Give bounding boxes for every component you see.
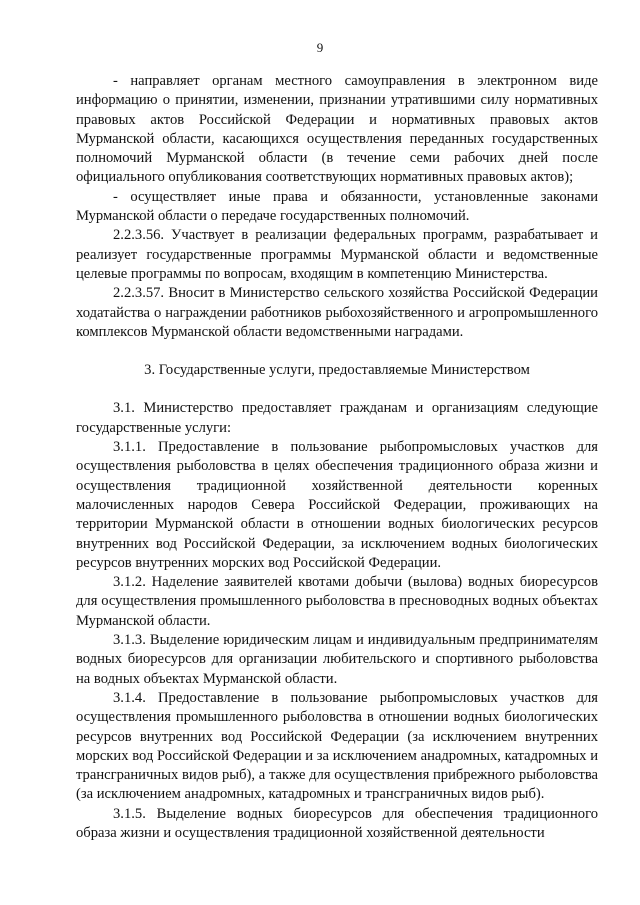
spacer <box>76 342 598 361</box>
paragraph-3-1-1: 3.1.1. Предоставление в пользование рыбопромысловых участков для осуществления рыболовства в целях обеспечения традиционного образа жизни и осуществления традиционной хозяйственной деятельности коренных малочисленных народов Севера Российской Федерации, проживающих на территории Мурманской области в отношении водных биологических ресурсов внутренних вод Российской Федерации, за исключением водных биологических ресурсов внутренних морских вод Российской Федерации. <box>76 439 598 571</box>
spacer <box>76 380 598 399</box>
document-body <box>76 72 598 843</box>
paragraph-3-1-5: 3.1.5. Выделение водных биоресурсов для обеспечения традиционного образа жизни и осуществления традиционной хозяйственной деятельности <box>76 805 598 841</box>
section-heading: 3. Государственные услуги, предоставляемые Министерством <box>144 362 530 379</box>
paragraph-2-2-3-56: 2.2.3.56. Участвует в реализации федеральных программ, разрабатывает и реализует государственные программы Мурманской области и ведомственные целевые программы по вопросам, входящим в компетенцию Министерства. <box>76 227 598 282</box>
paragraph-bullet-other-rights: - осуществляет иные права и обязанности, установленные законами Мурманской области о передаче государственных полномочий. <box>76 188 598 225</box>
paragraph-3-1-4: 3.1.4. Предоставление в пользование рыбопромысловых участков для осуществления промышленного рыболовства в отношении водных биологических ресурсов внутренних вод Российской Федерации (за исключением внутренних морских вод Российской Федерации и за исключением анадромных, катадромных и трансграничных видов рыб), а также для осуществления прибрежного рыболовства (за исключением анадромных, катадромных и трансграничных видов рыб). <box>76 689 598 803</box>
paragraph-2-2-3-57: 2.2.3.57. Вносит в Министерство сельского хозяйства Российской Федерации ходатайства о награждении работников рыбохозяйственного и агропромышленного комплексов Мурманской области ведомственными наградами. <box>76 285 598 340</box>
paragraph-3-1-3: 3.1.3. Выделение юридическим лицам и индивидуальным предпринимателям водных биоресурсов для организации любительского и спортивного рыболовства на водных объектах Мурманской области. <box>76 632 598 687</box>
paragraph-bullet-notify: - направляет органам местного самоуправления в электронном виде информацию о принятии, изменении, признании утратившими силу нормативных правовых актов Российской Федерации и нормативных правовых актов Мурманской области, касающихся осуществления переданных государственных полномочий Мурманской области (в течение семи рабочих дней после официального опубликования соответствующих нормативных правовых актов); <box>76 73 598 186</box>
paragraph-3-1-2: 3.1.2. Наделение заявителей квотами добычи (вылова) водных биоресурсов для осуществления промышленного рыболовства в пресноводных водных объектах Мурманской области. <box>76 574 598 629</box>
page-number: 9 <box>316 40 324 55</box>
paragraph-3-1: 3.1. Министерство предоставляет гражданам и организациям следующие государственные услуги: <box>76 400 598 436</box>
